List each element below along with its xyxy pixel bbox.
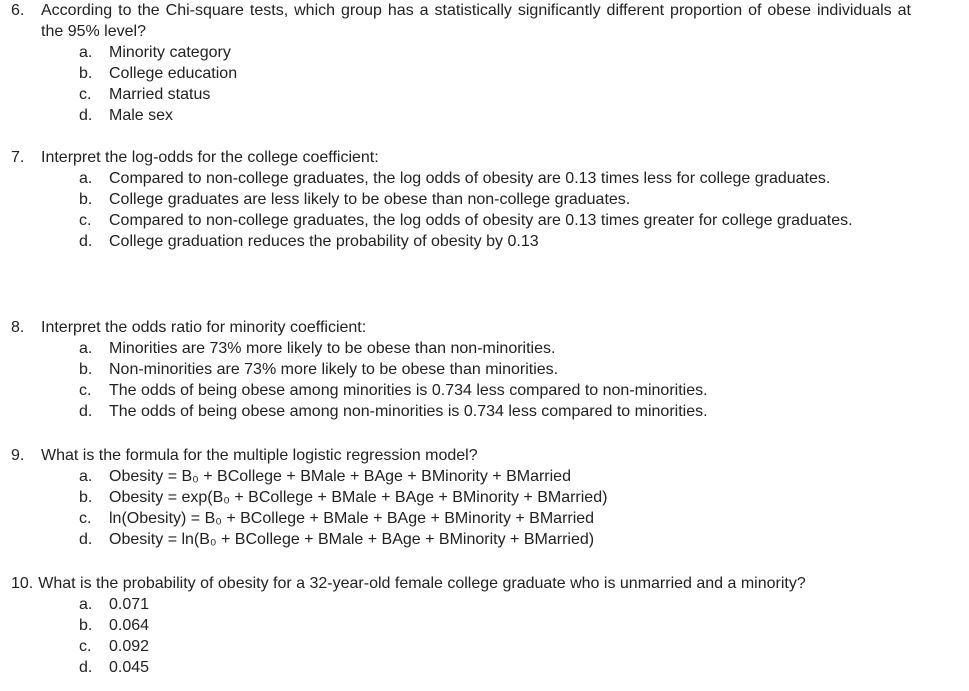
option-letter: c. [79,638,92,655]
option-letter: d. [79,233,93,250]
answer-option[interactable] [0,189,969,210]
answer-option[interactable] [0,105,969,126]
answer-option[interactable] [0,210,969,231]
option-text: The odds of being obese among minorities is 0.734 less compared to non-minorities. [109,382,708,399]
option-text: Minority category [109,44,231,61]
option-letter: d. [79,531,93,548]
question-number: 8. [11,319,25,336]
option-text: Married status [109,86,211,103]
answer-option[interactable] [0,466,969,487]
option-text: Obesity = exp(B₀ + BCollege + BMale + BAge + BMinority + BMarried) [109,489,608,506]
option-letter: c. [79,510,92,527]
option-letter: a. [79,170,93,187]
option-letter: c. [79,382,92,399]
option-text: College graduation reduces the probability of obesity by 0.13 [109,233,539,250]
option-letter: a. [79,596,93,613]
answer-options [0,594,969,678]
option-letter: b. [79,191,93,208]
option-text: Obesity = ln(B₀ + BCollege + BMale + BAge + BMinority + BMarried) [109,531,595,548]
question-9 [0,445,969,550]
option-letter: c. [79,86,92,103]
answer-option[interactable] [0,657,969,678]
option-text: Non-minorities are 73% more likely to be obese than minorities. [109,361,559,378]
question-text: What is the formula for the multiple logistic regression model? [41,447,478,464]
option-letter: b. [79,489,93,506]
option-letter: d. [79,107,93,124]
answer-option[interactable] [0,594,969,615]
option-letter: d. [79,403,93,420]
question-number: 7. [11,149,25,166]
option-letter: a. [79,340,93,357]
option-text: The odds of being obese among non-minorities is 0.734 less compared to minorities. [109,403,708,420]
question-10 [0,573,969,678]
answer-option[interactable] [0,401,969,422]
option-letter: b. [79,65,93,82]
answer-option[interactable] [0,636,969,657]
option-text: Compared to non-college graduates, the log odds of obesity are 0.13 times greater for college graduates. [109,212,853,229]
option-letter: b. [79,361,93,378]
question-text: Interpret the log-odds for the college coefficient: [41,149,379,166]
answer-options [0,42,969,126]
question-number: 9. [11,447,25,464]
option-letter: a. [79,468,93,485]
question-number: 10. [11,575,34,592]
answer-options [0,466,969,550]
option-text: College graduates are less likely to be obese than non-college graduates. [109,191,631,208]
answer-option[interactable] [0,615,969,636]
answer-options [0,168,969,252]
option-text: 0.071 [109,596,150,613]
question-6 [0,0,969,126]
answer-option[interactable] [0,359,969,380]
answer-option[interactable] [0,231,969,252]
question-number: 6. [11,2,25,19]
answer-option[interactable] [0,487,969,508]
answer-option[interactable] [0,380,969,401]
answer-option[interactable] [0,42,969,63]
option-text: Minorities are 73% more likely to be obese than non-minorities. [109,340,556,357]
option-letter: b. [79,617,93,634]
option-text: Compared to non-college graduates, the log odds of obesity are 0.13 times less for college graduates. [109,170,831,187]
option-text: 0.092 [109,638,150,655]
answer-option[interactable] [0,63,969,84]
question-8 [0,317,969,422]
option-letter: a. [79,44,93,61]
answer-option[interactable] [0,508,969,529]
option-letter: d. [79,659,93,676]
option-letter: c. [79,212,92,229]
answer-option[interactable] [0,84,969,105]
option-text: 0.045 [109,659,150,676]
option-text: 0.064 [109,617,150,634]
option-text: ln(Obesity) = B₀ + BCollege + BMale + BAge + BMinority + BMarried [109,510,595,527]
option-text: Obesity = B₀ + BCollege + BMale + BAge + BMinority + BMarried [109,468,571,485]
answer-options [0,338,969,422]
option-text: College education [109,65,238,82]
option-text: Male sex [109,107,174,124]
answer-option[interactable] [0,168,969,189]
answer-option[interactable] [0,529,969,550]
question-7 [0,147,969,252]
question-text: Interpret the odds ratio for minority coefficient: [41,319,367,336]
question-text: According to the Chi-square tests, which group has a statistically significantly different proportion of obese individuals at the 95% level? [41,2,911,40]
answer-option[interactable] [0,338,969,359]
question-text: What is the probability of obesity for a 32-year-old female college graduate who is unmarried and a minority? [38,575,806,592]
